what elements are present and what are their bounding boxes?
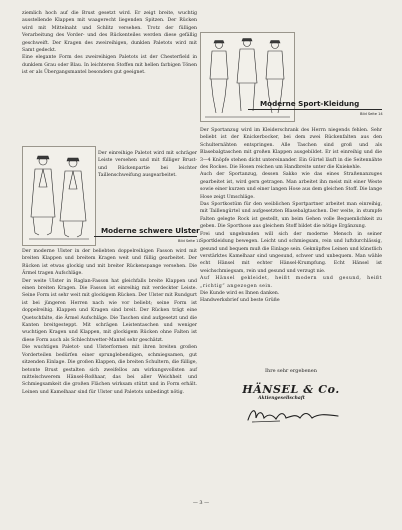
sport-image-ref: Bild Seite 14: [360, 112, 383, 116]
company-name: HÄNSEL & Co.: [242, 383, 340, 396]
closing-phrase: Ihre sehr ergebenen: [265, 368, 317, 374]
paragraph: Der Sportanzug wird im Kleiderschrank des Herrn niegends fehlen. Sehr beliebt ist der Knickerbocker, bei dem zwei Rückenfalten aus den Schulternähten entspringen. Alle Taschen sind groß und als Blasebalgtaschen mit großen Klappen ausgebildet. Er ist einreihig und die 3—4 Knöpfe stehen dicht untereinander. Ein Gürtel läuft in die Seitennähte des Rockes. Die Hosen reichen um Handbreite unter die Kniekehle.: [200, 128, 382, 171]
signature: [246, 404, 341, 426]
ulster-image-ref: Bild Seite 11: [178, 239, 201, 243]
left-column-top: [22, 10, 197, 77]
paragraph: Das Sportkostüm für den weiblichen Sportpartner arbeitet man einreihig, mit Taillengürtel und aufgesetzten Blasebalgtaschen. Der weite, in stumpfe Falten gelegte Rock ist gestellt, um beim Gehen volle Bequemlichkeit zu geben. Die Sporthose aus gleichem Stoff bildet die nötige Ergänzung.: [200, 202, 382, 230]
paragraph: Der moderne Ulster in der beliebten doppelreihigen Fasson wird mit breiten Klappen und breitem Kragen weit und füllig gearbeitet. Der Rücken ist etwas glockig und mit breiter Rückenspange versehen. Die Ärmel tragen Aufschläge.: [22, 249, 197, 277]
paragraph: Handwerksbrief und beste Grüße: [200, 298, 280, 304]
company-suffix: Aktiengesellschaft: [258, 396, 305, 401]
paletot-note: [98, 150, 197, 180]
sport-heading: Moderne Sport-Kleidung: [260, 99, 360, 108]
paragraph: Der weite Ulster in Raglan-Fasson hat gleichfalls breite Klappen und einen breiten Kragen. Die Fasson ist einreihig mit verdeckter Leiste. Seine Form ist sehr weit mit glockigem Rücken. Der Ulster mit Rundgurt ist bei jüngeren Herren nach wie vor beliebt; seine Form ist doppelreihig. Klappen und Kragen sind breit. Der Rücken trägt eine Quetschfalte, die Ärmel Aufschläge. Die Taschen sind aufgesetzt und die Kanten breitgesteppt. Mit schrägen Leistentaschen und weniger wuchtigen Kragen und Klappen, mit glockigem Rücken ohne Falten ist diese Form auch als Schlechtwetter-Mantel sehr geschätzt.: [22, 278, 197, 343]
ulster-heading-rule: [94, 236, 197, 237]
ulster-illustration: [22, 146, 96, 246]
paragraph: Auch der Sportanzug, dessen Sakko wie das eines Straßenanzuges gearbeitet ist, wird gern getragen. Man arbeitet ihn meist mit einer Weste sowie einer kurzen und einer langen Hose aus dem gleichen Stoff. Die lange Hose zeigt Umschläge.: [200, 172, 382, 200]
paragraph: ziemlich hoch auf die Brust gesetzt wird. Er zeigt breite, wuchtig ausstellende Klappen mit waagerecht liegenden Spitzen. Der Rücken wird mit Mittelnaht und Schlitz versehen. Trotz der fülligen Verarbeitung des Vorder- und des Rückenteiles werden diese gefällig geschweift. Der Kragen des zweireihigen, dunklen Paletots wird mit Samt gedeckt.: [22, 11, 197, 54]
paragraph: Die Kunde wird es Ihnen danken.: [200, 290, 280, 296]
paragraph: Frei und ungebunden will sich der moderne Mensch in seiner Sportkleidung bewegen. Leicht und schmiegsam, rein und luftdurchlässig, gesund und bequem muß die Einlage sein. Geknüpftes Leinen und künstlich verstärktes Kamelhaar sind ungesund, schwer und unbequem. Man wähle echt Hänsel mit echter Hänsel-Krumpfung. Echt Hänsel ist weichschmiegsam, rein und gesund und verzugt nie.: [200, 231, 382, 274]
paragraph: Eine elegante Form des zweireihigen Paletots ist der Chesterfield in dunklem Grau oder Blau. In leichteren Stoffen mit hellen farbigen Tönen ist er als Übergangsmantel besonders gut geeignet.: [22, 55, 197, 76]
paragraph: Die wuchtigen Paletot- und Ulsterformen mit ihren breiten großen Vorderteilen bedürfen einer sprunglebendigen, schmiegsamen, gut sitzenden Einlage. Die großen Klappen, die breiten Schultern, die füllige, betonte Brust gestalten sich zweifellos am wirkungsvollsten auf mittelschwerem Hänsel-Roßhaar, das bei aller Weichheit und Schmiegsamkeit die großen Flächen wirksam stützt und in Form erhält. Leinen und Kamelhaar sind für Ulster und Paletots unbedingt nötig.: [22, 345, 197, 395]
paragraph: Der einreihige Paletot wird mit schräger Leiste versehen und mit fülliger Brust- und Rückenpartie bei leichter Taillenschweifung ausgearbeitet.: [98, 151, 197, 179]
ulster-heading: Moderne schwere Ulster: [101, 226, 200, 235]
sport-heading-rule: [248, 109, 382, 110]
right-column: [200, 127, 382, 305]
page-number: — 3 —: [192, 500, 210, 506]
left-column-bottom: [22, 248, 197, 396]
paragraph: Auf Hänsel gekleidet, heißt modern und gesund, heißt „richtig“ angezogen sein.: [200, 276, 382, 289]
